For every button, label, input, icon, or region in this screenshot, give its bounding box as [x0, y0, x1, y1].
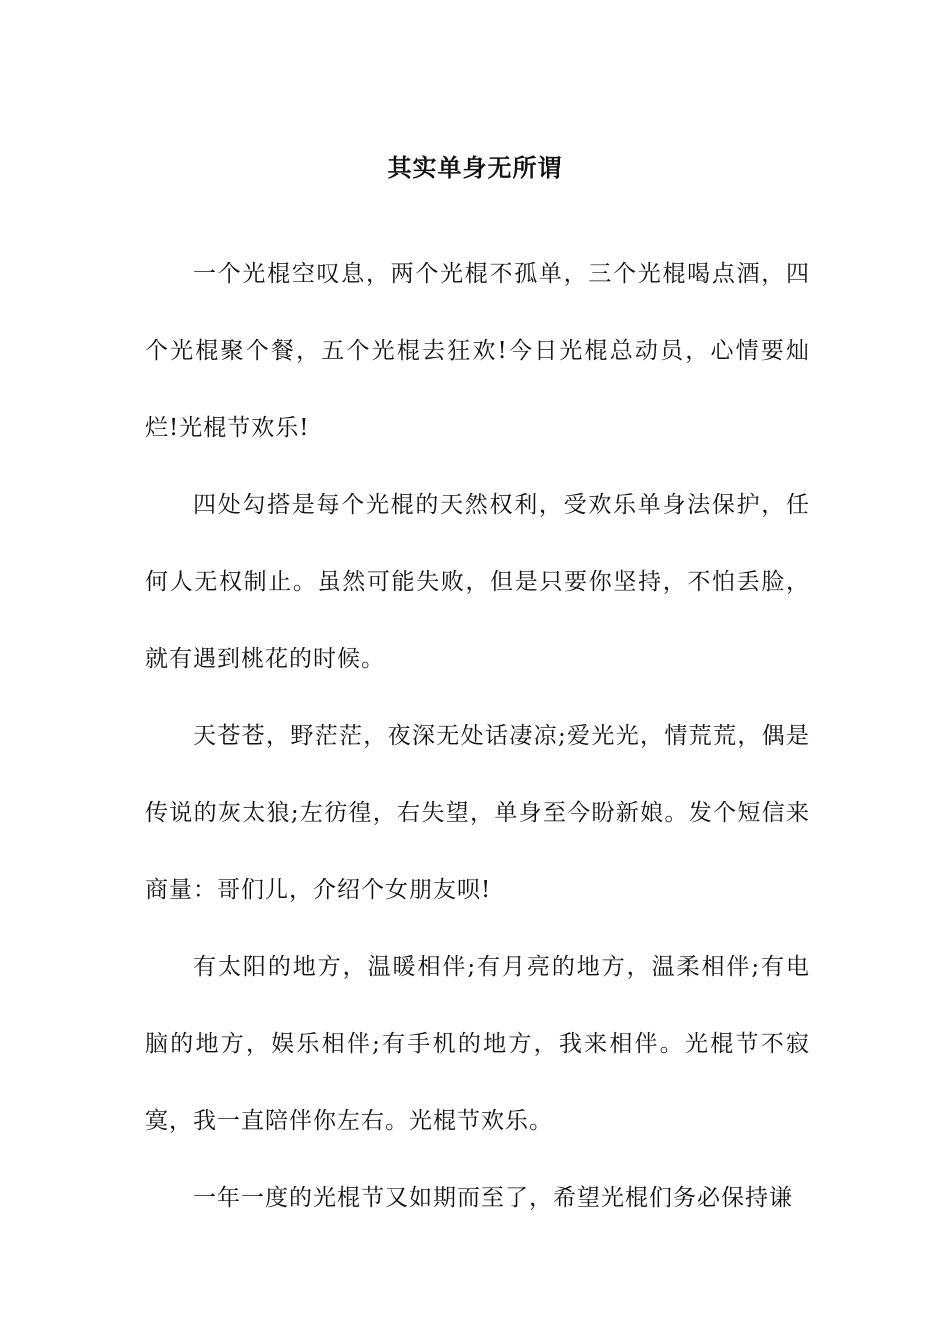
- paragraph: 天苍苍，野茫茫，夜深无处话凄凉;爱光光，情荒荒，偶是传说的灰太狼;左彷徨，右失望，单身至今盼新娘。发个短信来商量：哥们儿，介绍个女朋友呗!: [145, 723, 810, 903]
- paragraph: 一个光棍空叹息，两个光棍不孤单，三个光棍喝点酒，四个光棍聚个餐，五个光棍去狂欢!今日光棍总动员，心情要灿烂!光棍节欢乐!: [145, 261, 810, 441]
- document-title: 其实单身无所谓: [387, 153, 563, 183]
- paragraph: 四处勾搭是每个光棍的天然权利，受欢乐单身法保护，任何人无权制止。虽然可能失败，但是只要你坚持，不怕丢脸，就有遇到桃花的时候。: [145, 492, 810, 672]
- document-body: [145, 236, 810, 1237]
- paragraph: 有太阳的地方，温暖相伴;有月亮的地方，温柔相伴;有电脑的地方，娱乐相伴;有手机的地方，我来相伴。光棍节不寂寞，我一直陪伴你左右。光棍节欢乐。: [145, 954, 810, 1134]
- paragraph: 一年一度的光棍节又如期而至了，希望光棍们务必保持谦: [193, 1185, 793, 1211]
